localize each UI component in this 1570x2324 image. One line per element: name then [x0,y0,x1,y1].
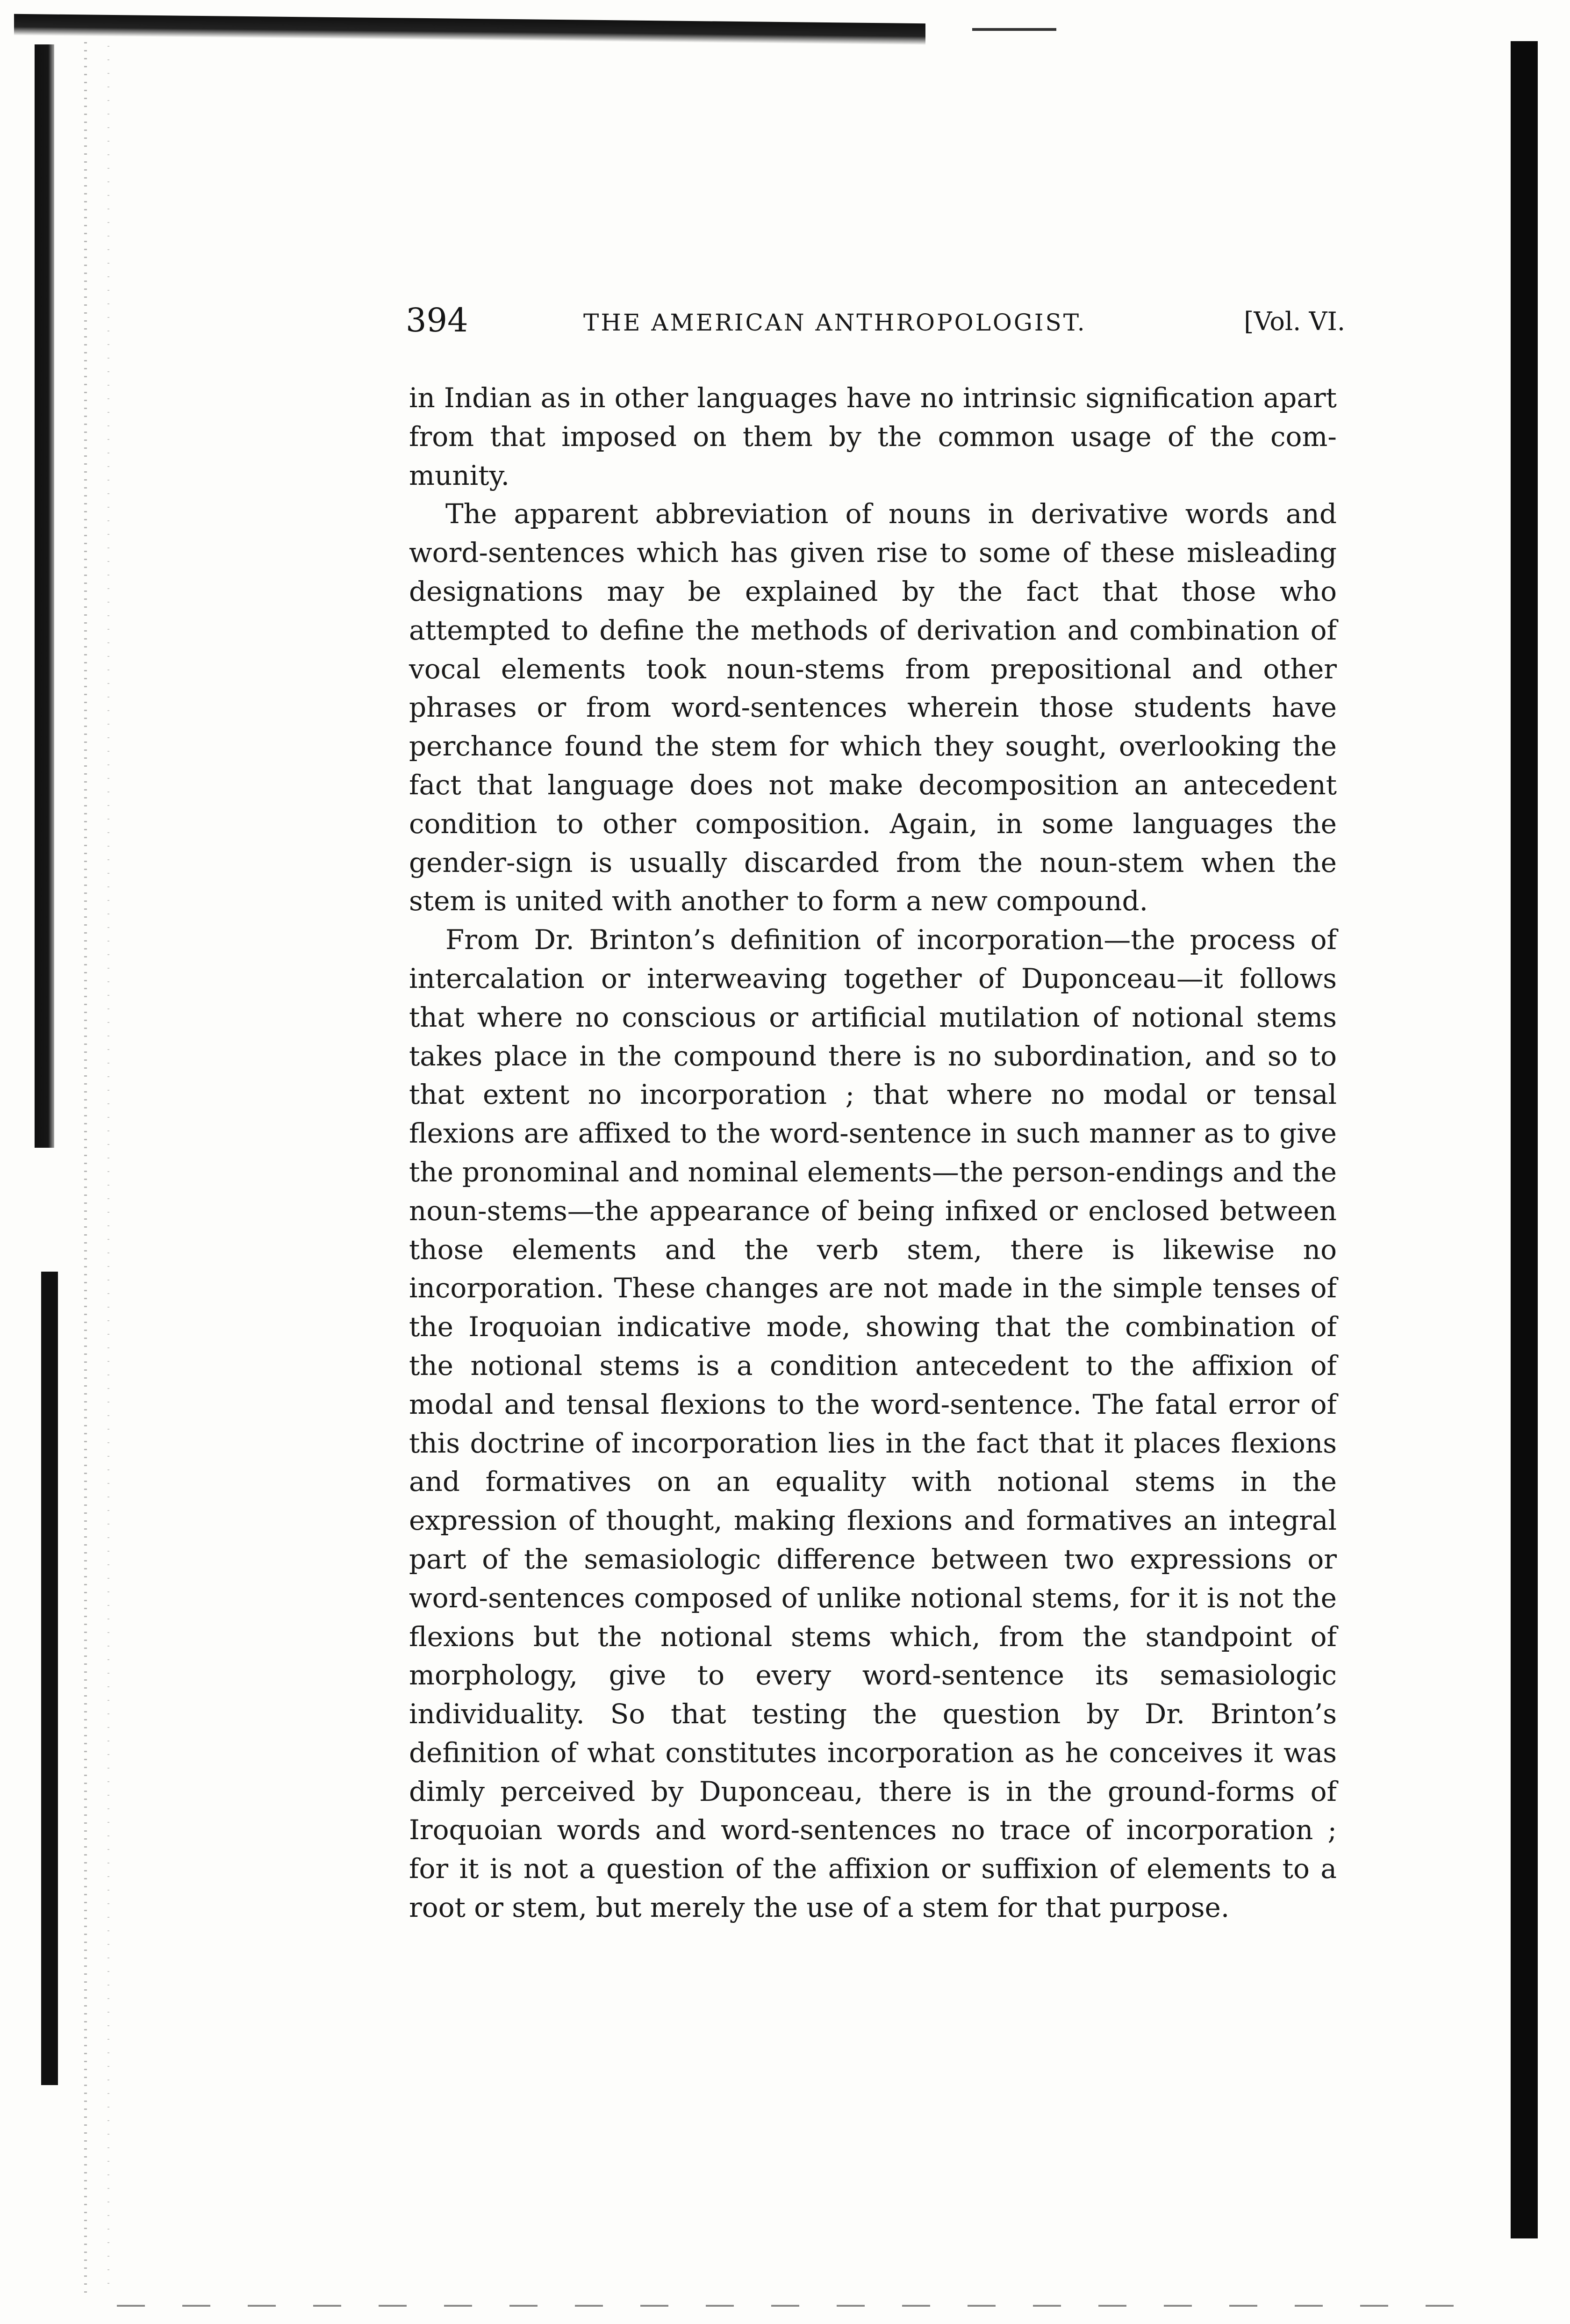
scan-top-edge-mark [972,28,1056,31]
volume-label: [Vol. VI. [1244,307,1345,336]
paragraph-incorporation: From Dr. Brinton’s definition of incorporation—the process of intercalation or interweaving together of Duponceau—it follows that where no conscious or artificial mutilation of notional stems takes place in the compound there is no subordination, and so to that extent no incorporation ; that where no modal or tensal flexions are affixed to the word-sentence in such manner as to give the pronominal and nominal elements—the person-endings and the noun-stems—the appearance of being infixed or enclosed between those elements and the verb stem, there is likewise no incorporation. These changes are not made in the simple tenses of the Iroquoian indicative mode, showing that the combination of the notional stems is a condition antecedent to the affixion of modal and tensal flexions to the word-sentence. The fatal error of this doctrine of incorporation lies in the fact that it places flexions and formatives on an equality with notional stems in the expression of thought, making flexions and formatives an integral part of the semasiologic difference between two expressions or word-sentences composed of unlike notional stems, for it is not the flexions but the notional stems which, from the standpoint of morphology, give to every word-sentence its semasiologic individuality. So that testing the question by Dr. Brinton’s definition of what constitutes incorporation as he conceives it was dimly perceived by Duponceau, there is in the ground-forms of Iroquoian words and word-sentences no trace of incorporation ; for it is not a question of the affixion or suffixion of elements to a root or stem, but merely the use of a stem for that purpose. [409,924,1337,1924]
paragraph-continuation: in Indian as in other languages have no intrinsic signification apart from that imposed on them by the common usage of the community. [409,382,1337,491]
scan-right-edge-shadow [1511,41,1538,2238]
page-number: 394 [406,301,468,339]
scan-bottom-edge-marks [117,2305,1472,2307]
journal-title: THE AMERICAN ANTHROPOLOGIST. [583,309,1087,336]
body-text [409,379,1337,1927]
scan-left-edge-shadow-lower [41,1272,58,2085]
paragraph-abbreviation: The apparent abbreviation of nouns in derivative words and word-sentences which has given rise to some of these misleading designations may be explained by the fact that those who attempted to define the methods of derivation and combination of vocal elements took noun-stems from prepositional and other phrases or from word-sentences wherein those students have perchance found the stem for which they sought, overlooking the fact that language does not make decomposition an antecedent condition to other composition. Again, in some languages the gender-sign is usually discarded from the noun-stem when the stem is united with another to form a new compound. [409,498,1337,917]
running-head [406,299,1345,351]
scan-binding-speckle [70,42,126,2295]
scan-top-edge-shadow [14,14,925,45]
scan-left-edge-shadow-upper [35,44,54,1148]
